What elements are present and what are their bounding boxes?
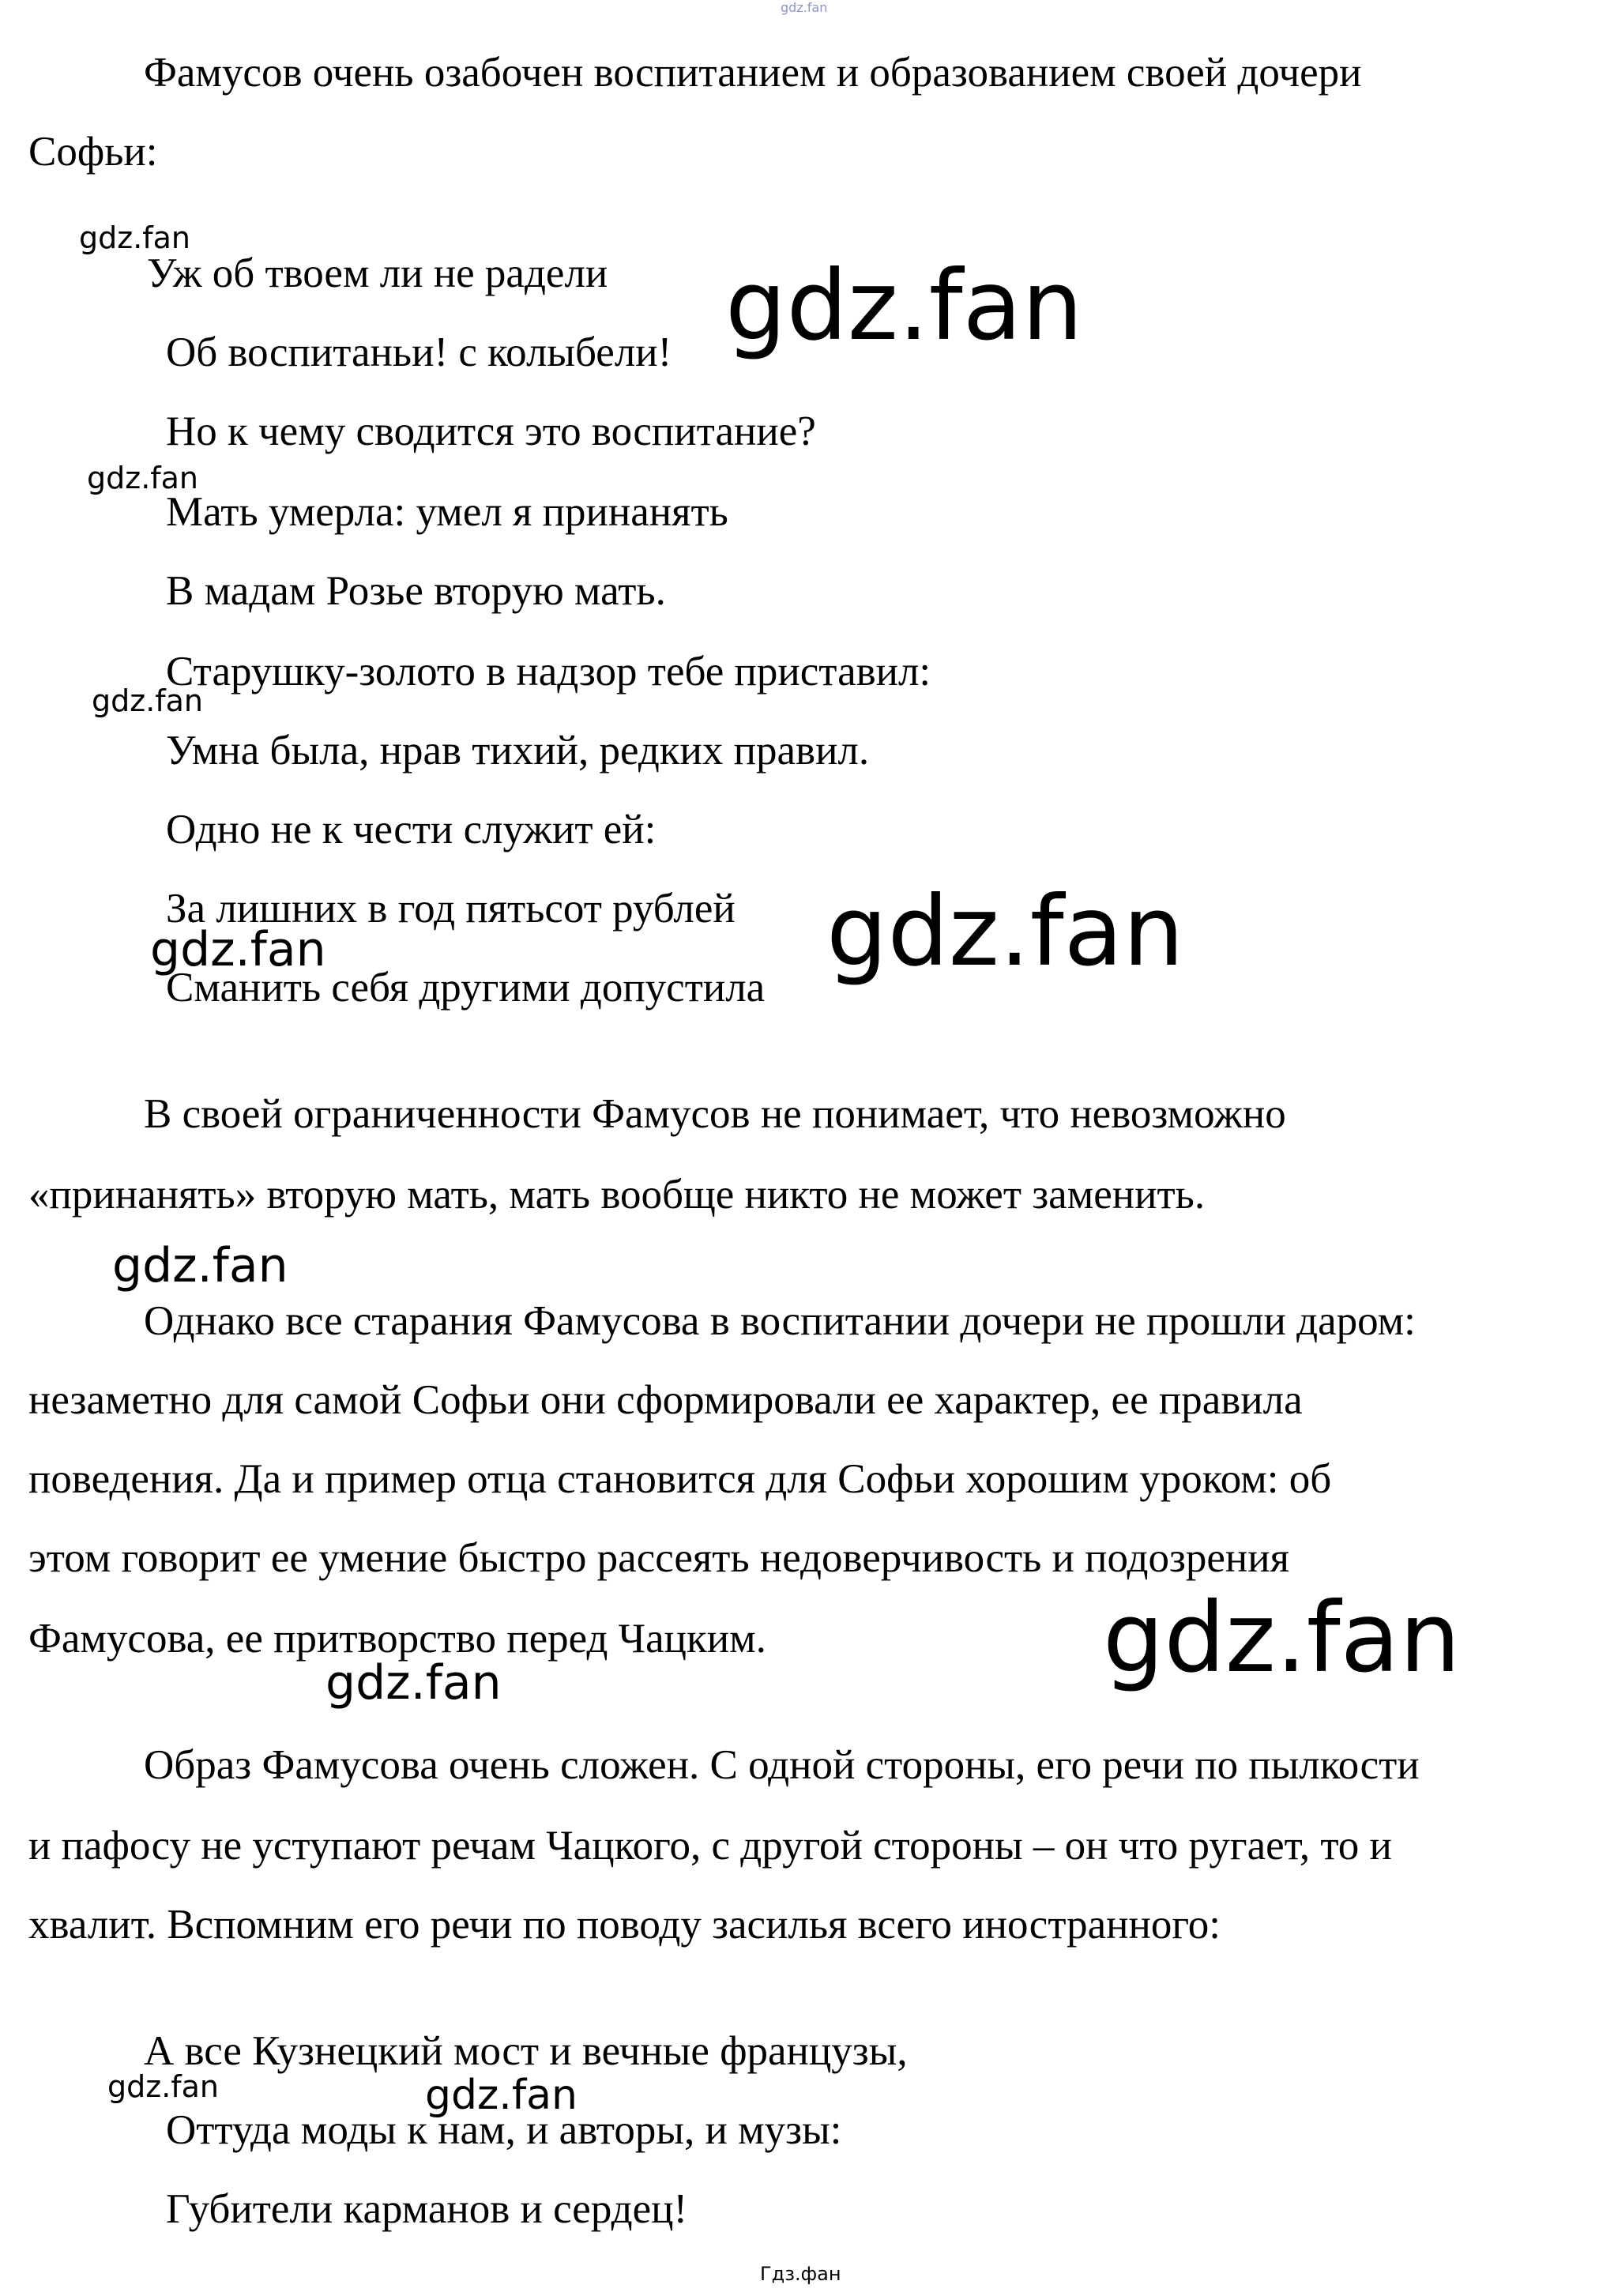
quote-2-line-3: Губители карманов и сердец! — [166, 2186, 688, 2232]
quote-1-line-8: Одно не к чести служит ей: — [166, 807, 657, 853]
watermark-small-2: gdz.fan — [87, 461, 199, 495]
watermark-medium-2: gdz.fan — [112, 1238, 288, 1293]
quote-1-line-10: Сманить себя другими допустила — [166, 965, 766, 1011]
paragraph-3-line-2: незаметно для самой Софьи они сформировали ее характер, ее правила — [28, 1377, 1303, 1423]
top-watermark: gdz.fan — [781, 0, 828, 15]
paragraph-3-line-3: поведения. Да и пример отца становится для Софьи хорошим уроком: об — [28, 1456, 1332, 1502]
watermark-large-1: gdz.fan — [725, 250, 1083, 362]
watermark-medium-4: gdz.fan — [425, 2072, 578, 2119]
watermark-small-4: gdz.fan — [107, 2069, 220, 2104]
quote-1-line-3: Но к чему сводится это воспитание? — [166, 408, 816, 454]
page-footer: Гдз.фан — [760, 2263, 841, 2285]
paragraph-1-line-1: Фамусов очень озабочен воспитанием и образованием своей дочери — [144, 50, 1362, 96]
quote-2-line-1: А все Кузнецкий мост и вечные французы, — [144, 2028, 908, 2074]
paragraph-3-line-5: Фамусова, ее притворство перед Чацким. — [28, 1616, 766, 1662]
watermark-medium-1: gdz.fan — [150, 922, 326, 977]
watermark-small-1: gdz.fan — [79, 220, 191, 255]
paragraph-2-line-1: В своей ограниченности Фамусов не понимает, что невозможно — [144, 1091, 1286, 1137]
quote-2-line-2: Оттуда моды к нам, и авторы, и музы: — [166, 2107, 842, 2153]
paragraph-4-line-3: хвалит. Вспомним его речи по поводу засилья всего иностранного: — [28, 1902, 1221, 1948]
paragraph-3-line-1: Однако все старания Фамусова в воспитании дочери не прошли даром: — [144, 1298, 1416, 1344]
quote-1-line-6: Старушку-золото в надзор тебе приставил: — [166, 649, 931, 694]
paragraph-1-line-2: Софьи: — [28, 129, 158, 175]
paragraph-3-line-4: этом говорит ее умение быстро рассеять недоверчивость и подозрения — [28, 1535, 1290, 1581]
quote-1-line-1: Уж об твоем ли не радели — [147, 250, 608, 296]
quote-1-line-4: Мать умерла: умел я принанять — [166, 489, 728, 535]
quote-1-line-9: За лишних в год пятьсот рублей — [166, 886, 736, 932]
watermark-large-2: gdz.fan — [826, 875, 1184, 988]
paragraph-4-line-1: Образ Фамусова очень сложен. С одной стороны, его речи по пылкости — [144, 1742, 1420, 1788]
watermark-small-3: gdz.fan — [92, 683, 204, 718]
quote-1-line-5: В мадам Розье вторую мать. — [166, 568, 666, 614]
quote-1-line-2: Об воспитаньи! с колыбели! — [166, 329, 672, 375]
paragraph-4-line-2: и пафосу не уступают речам Чацкого, с другой стороны – он что ругает, то и — [28, 1823, 1392, 1869]
paragraph-2-line-2: «принанять» вторую мать, мать вообще никто не может заменить. — [28, 1172, 1206, 1218]
watermark-large-3: gdz.fan — [1103, 1582, 1461, 1694]
quote-1-line-7: Умна была, нрав тихий, редких правил. — [166, 728, 870, 773]
watermark-medium-3: gdz.fan — [325, 1655, 502, 1711]
